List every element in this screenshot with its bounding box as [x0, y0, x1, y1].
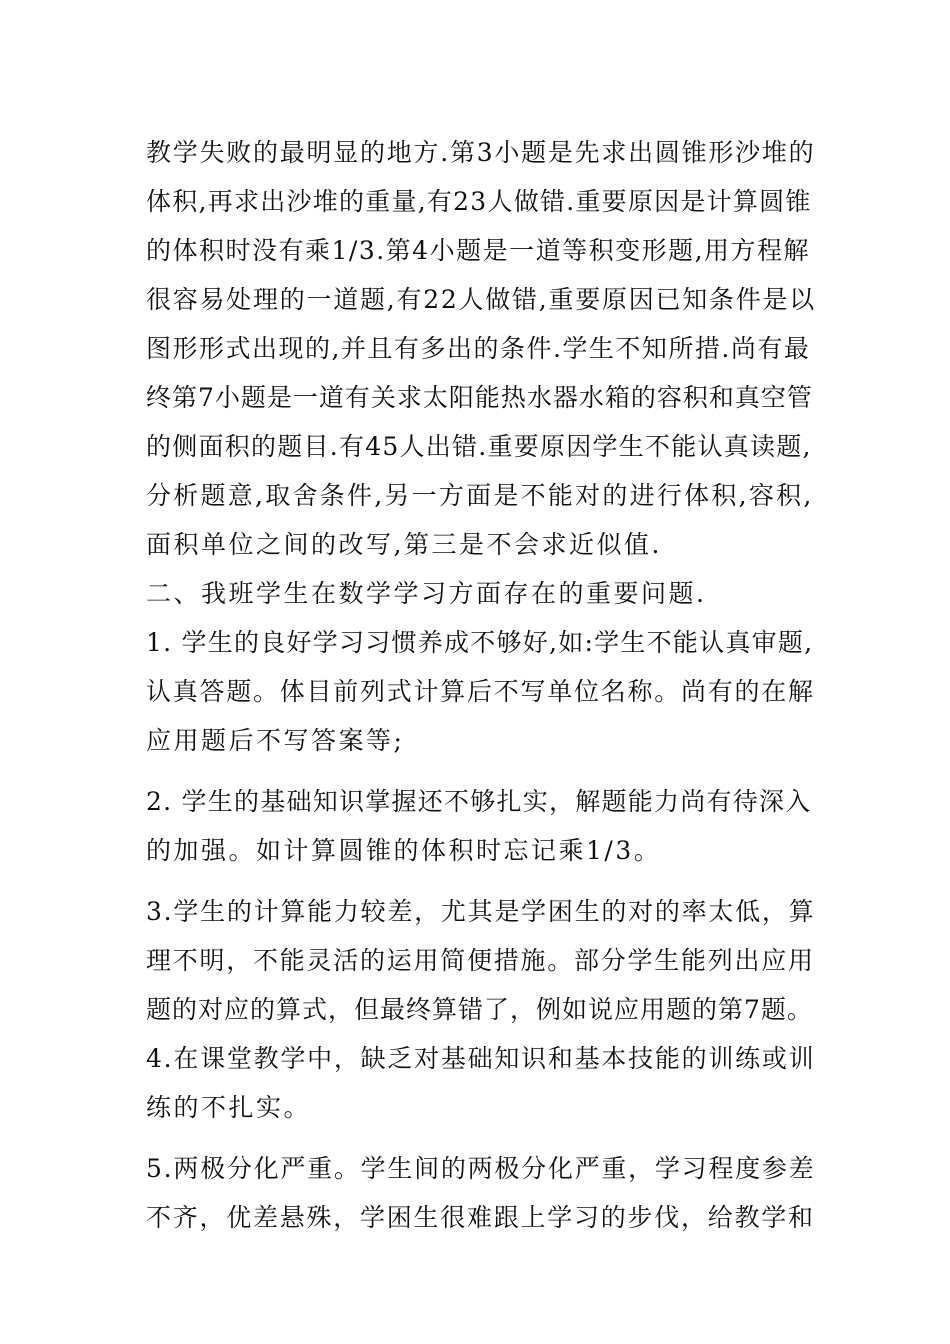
paragraph-gap: [146, 765, 816, 777]
paragraph-gap: [146, 875, 816, 887]
heading-line: 二、我班学生在数学学习方面存在的重要问题.: [146, 579, 707, 608]
text-line: 不齐，优差悬殊，学困生很难跟上学习的步伐，给教学和: [146, 1203, 815, 1232]
document-body: [146, 128, 816, 1242]
text-line: 教学失败的最明显的地方.第3小题是先求出圆锥形沙堆的: [146, 138, 816, 167]
text-line: 应用题后不写答案等;: [146, 726, 405, 755]
text-line: 认真答题。体目前列式计算后不写单位名称。尚有的在解: [146, 677, 815, 706]
list-item-4: [146, 1034, 816, 1132]
text-line: 的加强。如计算圆锥的体积时忘记乘1/3。: [146, 836, 662, 865]
text-line: 练的不扎实。: [146, 1093, 312, 1122]
text-line: 2. 学生的基础知识掌握还不够扎实，解题能力尚有待深入: [146, 787, 812, 816]
text-line: 理不明，不能灵活的运用简便措施。部分学生能列出应用: [146, 946, 815, 975]
text-line: 的侧面积的题目.有45人出错.重要原因学生不能认真读题,: [146, 432, 812, 461]
text-line: 5.两极分化严重。学生间的两极分化严重，学习程度参差: [146, 1154, 816, 1183]
text-line: 体积,再求出沙堆的重量,有23人做错.重要原因是计算圆锥: [146, 187, 812, 216]
paragraph-analysis: [146, 128, 816, 569]
list-item-3: [146, 887, 816, 1034]
list-item-5: [146, 1144, 816, 1242]
text-line: 终第7小题是一道有关求太阳能热水器水箱的容积和真空管: [146, 383, 813, 412]
text-line: 4.在课堂教学中，缺乏对基础知识和基本技能的训练或训: [146, 1044, 816, 1073]
list-item-1: [146, 618, 816, 765]
paragraph-gap: [146, 1132, 816, 1144]
text-line: 题的对应的算式，但最终算错了，例如说应用题的第7题。: [146, 995, 813, 1024]
section-heading: [146, 569, 816, 618]
text-line: 的体积时没有乘1/3.第4小题是一道等积变形题,用方程解: [146, 236, 811, 265]
list-item-2: [146, 777, 816, 875]
text-line: 1. 学生的良好学习习惯养成不够好,如:学生不能认真审题,: [146, 628, 814, 657]
text-line: 3.学生的计算能力较差，尤其是学困生的对的率太低，算: [146, 897, 816, 926]
text-line: 很容易处理的一道题,有22人做错,重要原因已知条件是以: [146, 285, 816, 314]
text-line: 图形形式出现的,并且有多出的条件.学生不知所措.尚有最: [146, 334, 811, 363]
text-line: 分析题意,取舍条件,另一方面是不能对的进行体积,容积,: [146, 481, 814, 510]
text-line: 面积单位之间的改写,第三是不会求近似值.: [146, 530, 662, 559]
